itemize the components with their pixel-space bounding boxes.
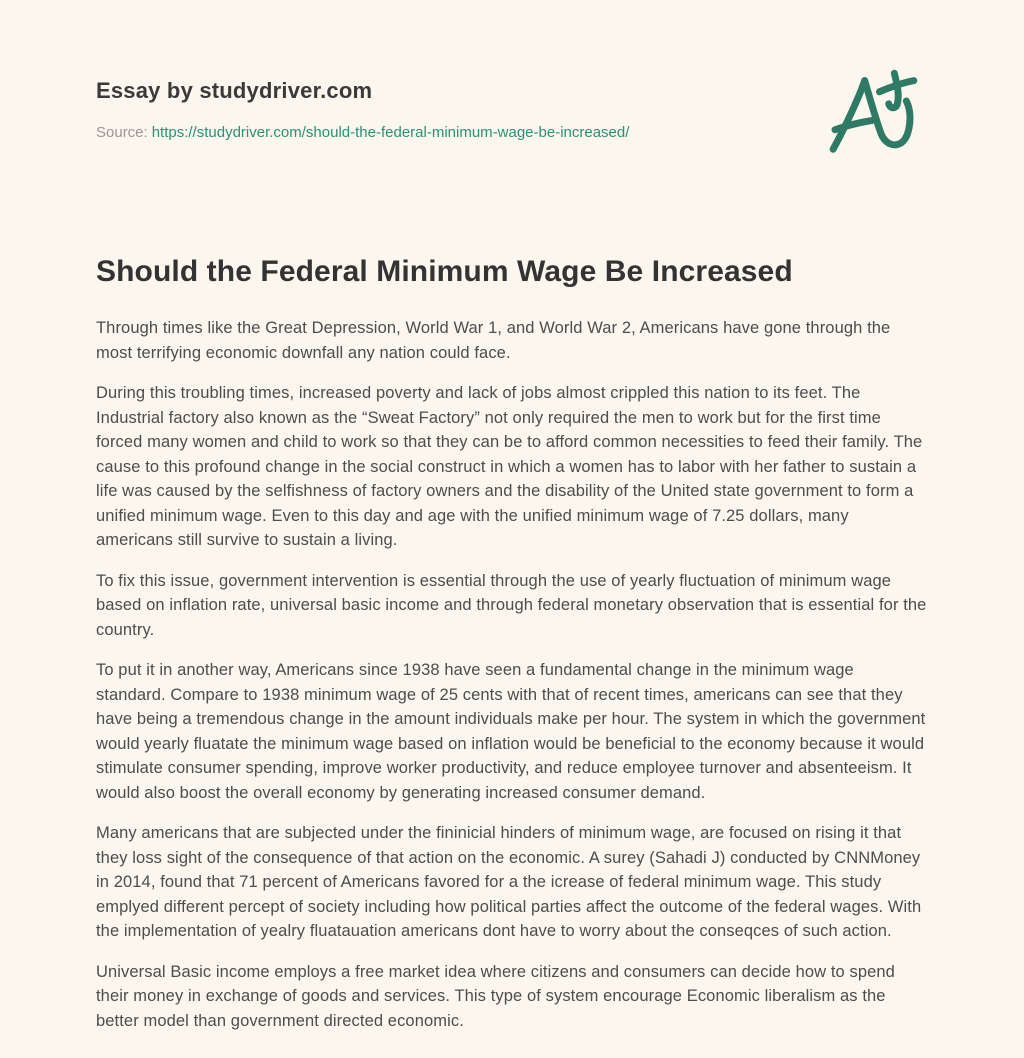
site-title: Essay by studydriver.com: [96, 78, 373, 103]
page-header: [96, 78, 928, 141]
essay-paragraph-2: During this troubling times, increased poverty and lack of jobs almost crippled this nation to its feet. The Industrial factory also known as the “Sweat Factory” not only required the men to work but for the first time forced many women and child to work so that they can be to afford common necessities to feed their family. The cause to this profound change in the social construct in which a women has to labor with her father to sustain a life was caused by the selfishness of factory owners and the disability of the United state government to form a unified minimum wage. Even to this day and age with the unified minimum wage of 7.25 dollars, many americans still survive to sustain a living.: [96, 384, 923, 549]
essay-body: [96, 316, 928, 1033]
essay-article: [96, 253, 928, 1033]
source-line: [96, 124, 928, 141]
essay-paragraph-3: To fix this issue, government intervention is essential through the use of yearly fluctuation of minimum wage based on inflation rate, universal basic income and through federal monetary observation that is essential for the country.: [96, 571, 927, 639]
essay-paragraph-1: Through times like the Great Depression, World War 1, and World War 2, Americans have gone through the most terrifying economic downfall any nation could face.: [96, 319, 891, 362]
source-label: Source:: [96, 124, 148, 141]
source-url-link[interactable]: https://studydriver.com/should-the-federal-minimum-wage-be-increased/: [151, 124, 630, 141]
essay-title: Should the Federal Minimum Wage Be Increased: [96, 255, 793, 288]
essay-paragraph-5: Many americans that are subjected under the fininicial hinders of minimum wage, are focused on rising it that they loss sight of the consequence of that action on the economic. A surey (Sahadi J) conducted by CNNMoney in 2014, found that 71 percent of Americans favored for a the icrease of federal minimum wage. This study emplyed different percept of society including how political parties affect the outcome of the federal wages. With the implementation of yealry fluatauation americans dont have to worry about the conseqces of such action.: [96, 824, 922, 940]
essay-paragraph-4: To put it in another way, Americans since 1938 have seen a fundamental change in the minimum wage standard. Compare to 1938 minimum wage of 25 cents with that of recent times, americans can see that they have being a tremendous change in the amount individuals make per hour. The system in which the government would yearly fluatate the minimum wage based on inflation would be beneficial to the economy because it would stimulate consumer spending, improve worker productivity, and reduce employee turnover and absenteeism. It would also boost the overall economy by generating increased consumer demand.: [96, 661, 926, 802]
essay-paragraph-6: Universal Basic income employs a free market idea where citizens and consumers can decide how to spend their money in exchange of goods and services. This type of system encourage Economic liberalism as the better model than government directed economic.: [96, 962, 895, 1030]
a-plus-logo-icon: [822, 66, 924, 162]
